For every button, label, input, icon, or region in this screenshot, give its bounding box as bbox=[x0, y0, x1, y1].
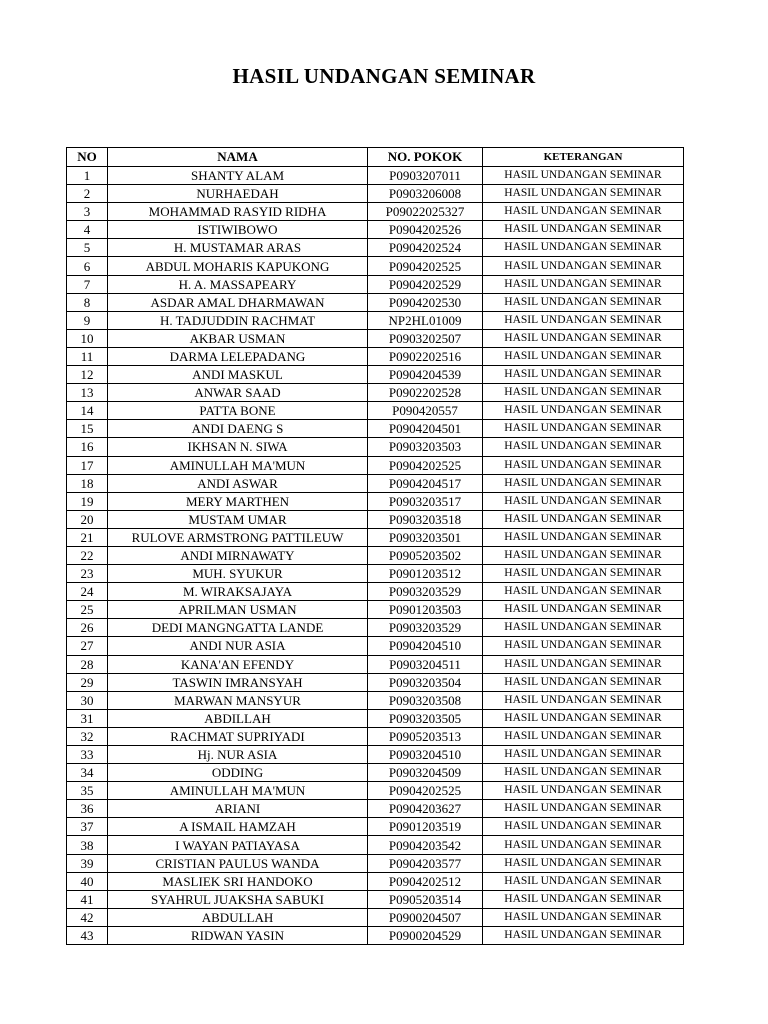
table-row bbox=[67, 384, 684, 402]
cell-no-pokok: P0902202528 bbox=[368, 384, 483, 402]
cell-no-pokok: P0904204501 bbox=[368, 420, 483, 438]
table-row bbox=[67, 456, 684, 474]
column-header-keterangan: KETERANGAN bbox=[483, 148, 684, 167]
cell-no-pokok: P0904202525 bbox=[368, 257, 483, 275]
cell-nama: ANDI NUR ASIA bbox=[108, 637, 368, 655]
cell-no: 10 bbox=[67, 329, 108, 347]
cell-no: 41 bbox=[67, 890, 108, 908]
cell-no-pokok: P0904203577 bbox=[368, 854, 483, 872]
cell-no-pokok: P0901203503 bbox=[368, 601, 483, 619]
cell-no: 14 bbox=[67, 402, 108, 420]
cell-keterangan: HASIL UNDANGAN SEMINAR bbox=[483, 782, 684, 800]
cell-no-pokok: P0903206008 bbox=[368, 185, 483, 203]
cell-no-pokok: P0904204510 bbox=[368, 637, 483, 655]
cell-keterangan: HASIL UNDANGAN SEMINAR bbox=[483, 185, 684, 203]
cell-keterangan: HASIL UNDANGAN SEMINAR bbox=[483, 890, 684, 908]
table-row bbox=[67, 275, 684, 293]
table-row bbox=[67, 619, 684, 637]
cell-nama: A ISMAIL HAMZAH bbox=[108, 818, 368, 836]
table-row bbox=[67, 546, 684, 564]
cell-no: 43 bbox=[67, 926, 108, 944]
cell-no-pokok: P0904202525 bbox=[368, 456, 483, 474]
cell-no: 38 bbox=[67, 836, 108, 854]
cell-no: 3 bbox=[67, 203, 108, 221]
cell-keterangan: HASIL UNDANGAN SEMINAR bbox=[483, 420, 684, 438]
cell-keterangan: HASIL UNDANGAN SEMINAR bbox=[483, 456, 684, 474]
cell-nama: ABDULLAH bbox=[108, 908, 368, 926]
table-header-row bbox=[67, 148, 684, 167]
cell-keterangan: HASIL UNDANGAN SEMINAR bbox=[483, 746, 684, 764]
cell-nama: RULOVE ARMSTRONG PATTILEUW bbox=[108, 528, 368, 546]
cell-nama: APRILMAN USMAN bbox=[108, 601, 368, 619]
table-row bbox=[67, 293, 684, 311]
cell-nama: MERY MARTHEN bbox=[108, 492, 368, 510]
table-row bbox=[67, 782, 684, 800]
table-row bbox=[67, 926, 684, 944]
cell-no: 27 bbox=[67, 637, 108, 655]
table-row bbox=[67, 890, 684, 908]
table-row bbox=[67, 836, 684, 854]
cell-keterangan: HASIL UNDANGAN SEMINAR bbox=[483, 709, 684, 727]
cell-no-pokok: P090420557 bbox=[368, 402, 483, 420]
cell-nama: RACHMAT SUPRIYADI bbox=[108, 727, 368, 745]
cell-no: 42 bbox=[67, 908, 108, 926]
table-row bbox=[67, 872, 684, 890]
table-body bbox=[67, 167, 684, 945]
cell-nama: ANDI DAENG S bbox=[108, 420, 368, 438]
cell-no-pokok: P0904202526 bbox=[368, 221, 483, 239]
cell-no-pokok: P0900204529 bbox=[368, 926, 483, 944]
cell-keterangan: HASIL UNDANGAN SEMINAR bbox=[483, 836, 684, 854]
cell-keterangan: HASIL UNDANGAN SEMINAR bbox=[483, 221, 684, 239]
table-row bbox=[67, 691, 684, 709]
cell-no: 22 bbox=[67, 546, 108, 564]
cell-keterangan: HASIL UNDANGAN SEMINAR bbox=[483, 203, 684, 221]
cell-nama: H. MUSTAMAR ARAS bbox=[108, 239, 368, 257]
table-row bbox=[67, 474, 684, 492]
table-row bbox=[67, 203, 684, 221]
cell-no-pokok: P0901203512 bbox=[368, 565, 483, 583]
table-row bbox=[67, 565, 684, 583]
cell-no: 17 bbox=[67, 456, 108, 474]
cell-no: 28 bbox=[67, 655, 108, 673]
cell-no-pokok: P0903203518 bbox=[368, 510, 483, 528]
table-row bbox=[67, 510, 684, 528]
table-row bbox=[67, 311, 684, 329]
cell-no-pokok: P0905203514 bbox=[368, 890, 483, 908]
cell-keterangan: HASIL UNDANGAN SEMINAR bbox=[483, 239, 684, 257]
cell-no-pokok: P0903204509 bbox=[368, 764, 483, 782]
cell-keterangan: HASIL UNDANGAN SEMINAR bbox=[483, 474, 684, 492]
cell-no: 9 bbox=[67, 311, 108, 329]
cell-no-pokok: P0904202530 bbox=[368, 293, 483, 311]
cell-no: 33 bbox=[67, 746, 108, 764]
cell-nama: ODDING bbox=[108, 764, 368, 782]
table-row bbox=[67, 167, 684, 185]
cell-nama: AMINULLAH MA'MUN bbox=[108, 456, 368, 474]
table-row bbox=[67, 709, 684, 727]
table-row bbox=[67, 637, 684, 655]
page-title: HASIL UNDANGAN SEMINAR bbox=[232, 64, 536, 88]
cell-nama: CRISTIAN PAULUS WANDA bbox=[108, 854, 368, 872]
cell-no-pokok: P0904204539 bbox=[368, 366, 483, 384]
cell-no-pokok: P0903204511 bbox=[368, 655, 483, 673]
cell-keterangan: HASIL UNDANGAN SEMINAR bbox=[483, 601, 684, 619]
cell-no: 20 bbox=[67, 510, 108, 528]
cell-keterangan: HASIL UNDANGAN SEMINAR bbox=[483, 492, 684, 510]
cell-nama: M. WIRAKSAJAYA bbox=[108, 583, 368, 601]
cell-nama: ARIANI bbox=[108, 800, 368, 818]
cell-no-pokok: P0903204510 bbox=[368, 746, 483, 764]
cell-nama: DEDI MANGNGATTA LANDE bbox=[108, 619, 368, 637]
cell-nama: MASLIEK SRI HANDOKO bbox=[108, 872, 368, 890]
cell-keterangan: HASIL UNDANGAN SEMINAR bbox=[483, 293, 684, 311]
cell-nama: ABDILLAH bbox=[108, 709, 368, 727]
table-row bbox=[67, 746, 684, 764]
table-row bbox=[67, 854, 684, 872]
cell-keterangan: HASIL UNDANGAN SEMINAR bbox=[483, 528, 684, 546]
cell-nama: SHANTY ALAM bbox=[108, 167, 368, 185]
cell-no-pokok: P0903203529 bbox=[368, 619, 483, 637]
table-row bbox=[67, 908, 684, 926]
cell-no-pokok: P0903207011 bbox=[368, 167, 483, 185]
cell-nama: ANDI ASWAR bbox=[108, 474, 368, 492]
cell-no-pokok: P0904204517 bbox=[368, 474, 483, 492]
table-row bbox=[67, 492, 684, 510]
cell-keterangan: HASIL UNDANGAN SEMINAR bbox=[483, 311, 684, 329]
cell-keterangan: HASIL UNDANGAN SEMINAR bbox=[483, 727, 684, 745]
cell-nama: ANDI MASKUL bbox=[108, 366, 368, 384]
table-row bbox=[67, 221, 684, 239]
cell-no-pokok: P0903203503 bbox=[368, 438, 483, 456]
cell-keterangan: HASIL UNDANGAN SEMINAR bbox=[483, 257, 684, 275]
cell-nama: MOHAMMAD RASYID RIDHA bbox=[108, 203, 368, 221]
cell-nama: NURHAEDAH bbox=[108, 185, 368, 203]
cell-keterangan: HASIL UNDANGAN SEMINAR bbox=[483, 637, 684, 655]
cell-no-pokok: P0900204507 bbox=[368, 908, 483, 926]
cell-no: 11 bbox=[67, 347, 108, 365]
cell-keterangan: HASIL UNDANGAN SEMINAR bbox=[483, 347, 684, 365]
cell-keterangan: HASIL UNDANGAN SEMINAR bbox=[483, 565, 684, 583]
cell-keterangan: HASIL UNDANGAN SEMINAR bbox=[483, 818, 684, 836]
cell-no-pokok: P0903202507 bbox=[368, 329, 483, 347]
cell-no: 37 bbox=[67, 818, 108, 836]
cell-nama: AMINULLAH MA'MUN bbox=[108, 782, 368, 800]
table-row bbox=[67, 727, 684, 745]
cell-no: 32 bbox=[67, 727, 108, 745]
column-header-nama: NAMA bbox=[108, 148, 368, 167]
cell-no: 29 bbox=[67, 673, 108, 691]
cell-keterangan: HASIL UNDANGAN SEMINAR bbox=[483, 402, 684, 420]
cell-no-pokok: P0903203501 bbox=[368, 528, 483, 546]
cell-keterangan: HASIL UNDANGAN SEMINAR bbox=[483, 691, 684, 709]
table-row bbox=[67, 528, 684, 546]
cell-nama: MUSTAM UMAR bbox=[108, 510, 368, 528]
cell-nama: H. TADJUDDIN RACHMAT bbox=[108, 311, 368, 329]
cell-no-pokok: P0903203529 bbox=[368, 583, 483, 601]
cell-keterangan: HASIL UNDANGAN SEMINAR bbox=[483, 854, 684, 872]
cell-no: 25 bbox=[67, 601, 108, 619]
table-row bbox=[67, 347, 684, 365]
cell-no: 12 bbox=[67, 366, 108, 384]
cell-keterangan: HASIL UNDANGAN SEMINAR bbox=[483, 908, 684, 926]
cell-nama: IKHSAN N. SIWA bbox=[108, 438, 368, 456]
cell-keterangan: HASIL UNDANGAN SEMINAR bbox=[483, 872, 684, 890]
table-row bbox=[67, 185, 684, 203]
cell-no: 2 bbox=[67, 185, 108, 203]
table-row bbox=[67, 673, 684, 691]
cell-no: 23 bbox=[67, 565, 108, 583]
cell-no-pokok: P0904203627 bbox=[368, 800, 483, 818]
cell-keterangan: HASIL UNDANGAN SEMINAR bbox=[483, 167, 684, 185]
table-row bbox=[67, 438, 684, 456]
cell-no-pokok: P0904202512 bbox=[368, 872, 483, 890]
column-header-no: NO bbox=[67, 148, 108, 167]
cell-no-pokok: P0904203542 bbox=[368, 836, 483, 854]
cell-no: 16 bbox=[67, 438, 108, 456]
cell-no: 1 bbox=[67, 167, 108, 185]
cell-no: 18 bbox=[67, 474, 108, 492]
cell-keterangan: HASIL UNDANGAN SEMINAR bbox=[483, 384, 684, 402]
cell-no: 6 bbox=[67, 257, 108, 275]
cell-no: 36 bbox=[67, 800, 108, 818]
cell-no: 8 bbox=[67, 293, 108, 311]
cell-keterangan: HASIL UNDANGAN SEMINAR bbox=[483, 655, 684, 673]
cell-keterangan: HASIL UNDANGAN SEMINAR bbox=[483, 366, 684, 384]
table-row bbox=[67, 366, 684, 384]
cell-keterangan: HASIL UNDANGAN SEMINAR bbox=[483, 673, 684, 691]
table-row bbox=[67, 764, 684, 782]
cell-no: 30 bbox=[67, 691, 108, 709]
cell-keterangan: HASIL UNDANGAN SEMINAR bbox=[483, 329, 684, 347]
cell-no-pokok: P0904202524 bbox=[368, 239, 483, 257]
cell-no: 7 bbox=[67, 275, 108, 293]
cell-nama: MUH. SYUKUR bbox=[108, 565, 368, 583]
cell-nama: ANWAR SAAD bbox=[108, 384, 368, 402]
cell-keterangan: HASIL UNDANGAN SEMINAR bbox=[483, 800, 684, 818]
cell-nama: PATTA BONE bbox=[108, 402, 368, 420]
cell-no: 5 bbox=[67, 239, 108, 257]
cell-nama: I WAYAN PATIAYASA bbox=[108, 836, 368, 854]
cell-nama: KANA'AN EFENDY bbox=[108, 655, 368, 673]
table-row bbox=[67, 583, 684, 601]
cell-no-pokok: P09022025327 bbox=[368, 203, 483, 221]
cell-nama: ASDAR AMAL DHARMAWAN bbox=[108, 293, 368, 311]
table-row bbox=[67, 329, 684, 347]
cell-keterangan: HASIL UNDANGAN SEMINAR bbox=[483, 510, 684, 528]
cell-keterangan: HASIL UNDANGAN SEMINAR bbox=[483, 619, 684, 637]
table-row bbox=[67, 257, 684, 275]
cell-no: 26 bbox=[67, 619, 108, 637]
cell-nama: DARMA LELEPADANG bbox=[108, 347, 368, 365]
column-header-no-pokok: NO. POKOK bbox=[368, 148, 483, 167]
table-row bbox=[67, 655, 684, 673]
cell-no: 35 bbox=[67, 782, 108, 800]
cell-nama: RIDWAN YASIN bbox=[108, 926, 368, 944]
cell-nama: SYAHRUL JUAKSHA SABUKI bbox=[108, 890, 368, 908]
cell-no-pokok: P0901203519 bbox=[368, 818, 483, 836]
cell-no-pokok: P0903203517 bbox=[368, 492, 483, 510]
cell-no-pokok: P0904202529 bbox=[368, 275, 483, 293]
cell-no: 34 bbox=[67, 764, 108, 782]
cell-no-pokok: P0905203502 bbox=[368, 546, 483, 564]
cell-nama: ABDUL MOHARIS KAPUKONG bbox=[108, 257, 368, 275]
cell-no: 15 bbox=[67, 420, 108, 438]
cell-no: 24 bbox=[67, 583, 108, 601]
cell-no: 40 bbox=[67, 872, 108, 890]
cell-nama: TASWIN IMRANSYAH bbox=[108, 673, 368, 691]
cell-no-pokok: P0904202525 bbox=[368, 782, 483, 800]
cell-keterangan: HASIL UNDANGAN SEMINAR bbox=[483, 583, 684, 601]
cell-no: 19 bbox=[67, 492, 108, 510]
cell-no: 39 bbox=[67, 854, 108, 872]
table-row bbox=[67, 601, 684, 619]
cell-keterangan: HASIL UNDANGAN SEMINAR bbox=[483, 764, 684, 782]
cell-no-pokok: P0902202516 bbox=[368, 347, 483, 365]
cell-no-pokok: P0903203505 bbox=[368, 709, 483, 727]
participant-table bbox=[66, 147, 684, 945]
cell-no: 31 bbox=[67, 709, 108, 727]
cell-keterangan: HASIL UNDANGAN SEMINAR bbox=[483, 926, 684, 944]
cell-nama: ISTIWIBOWO bbox=[108, 221, 368, 239]
cell-nama: H. A. MASSAPEARY bbox=[108, 275, 368, 293]
cell-no-pokok: P0905203513 bbox=[368, 727, 483, 745]
cell-keterangan: HASIL UNDANGAN SEMINAR bbox=[483, 438, 684, 456]
cell-no: 21 bbox=[67, 528, 108, 546]
cell-no-pokok: NP2HL01009 bbox=[368, 311, 483, 329]
cell-no: 4 bbox=[67, 221, 108, 239]
cell-no: 13 bbox=[67, 384, 108, 402]
cell-nama: AKBAR USMAN bbox=[108, 329, 368, 347]
table-row bbox=[67, 800, 684, 818]
table-row bbox=[67, 818, 684, 836]
cell-nama: Hj. NUR ASIA bbox=[108, 746, 368, 764]
cell-nama: ANDI MIRNAWATY bbox=[108, 546, 368, 564]
cell-keterangan: HASIL UNDANGAN SEMINAR bbox=[483, 275, 684, 293]
table-row bbox=[67, 239, 684, 257]
table-row bbox=[67, 420, 684, 438]
cell-nama: MARWAN MANSYUR bbox=[108, 691, 368, 709]
cell-keterangan: HASIL UNDANGAN SEMINAR bbox=[483, 546, 684, 564]
cell-no-pokok: P0903203504 bbox=[368, 673, 483, 691]
table-row bbox=[67, 402, 684, 420]
cell-no-pokok: P0903203508 bbox=[368, 691, 483, 709]
